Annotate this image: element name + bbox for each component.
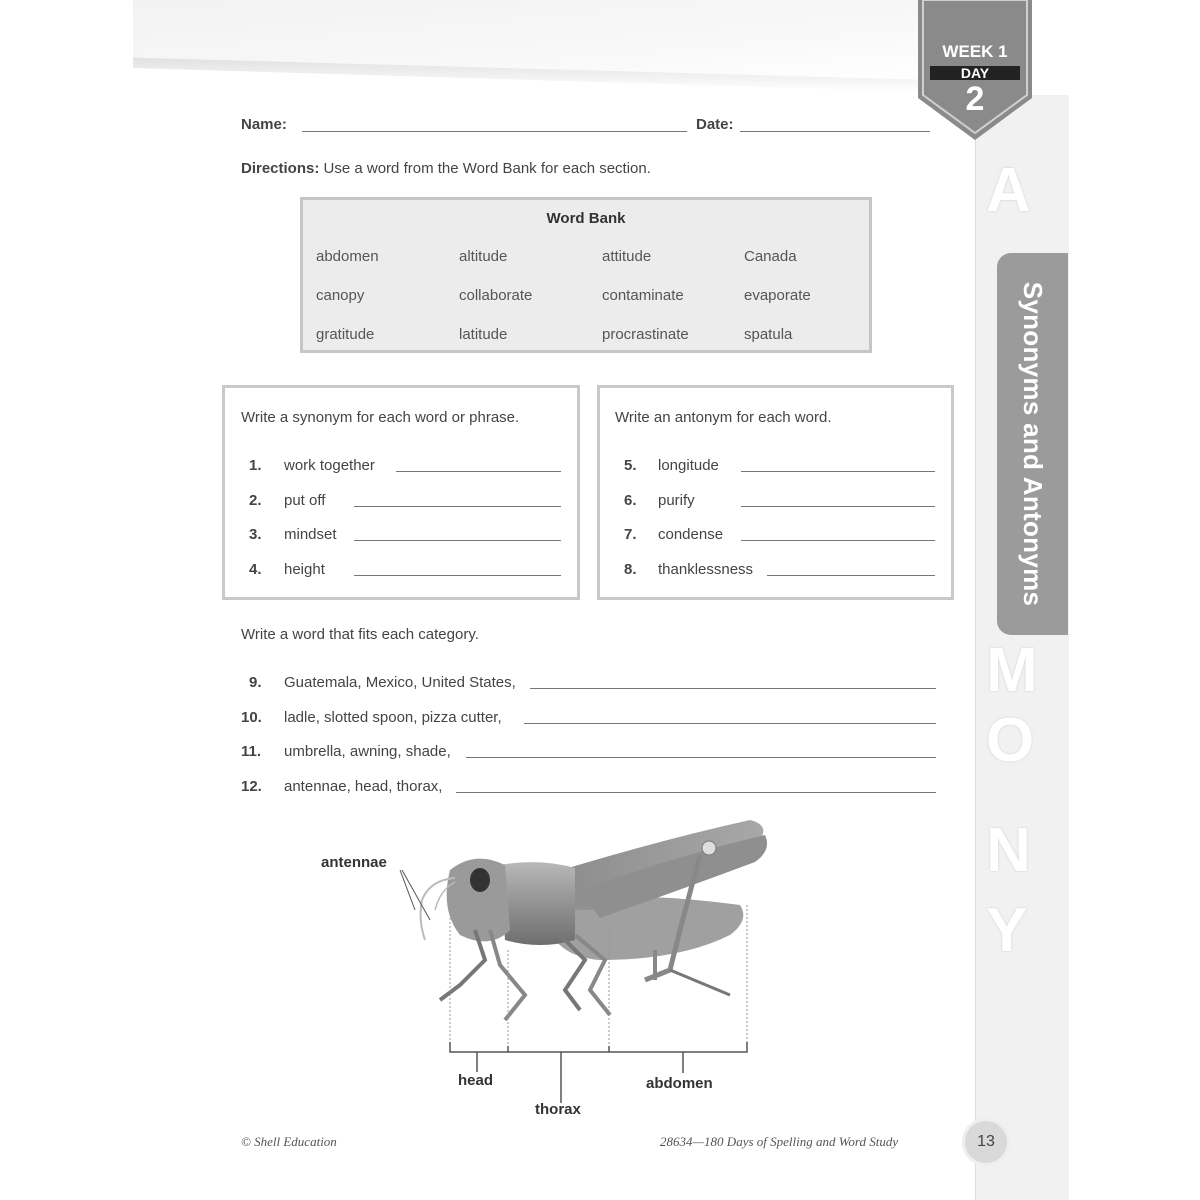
answer-line-12[interactable]: [456, 792, 936, 793]
item-number: 7.: [624, 526, 637, 543]
answer-line-7[interactable]: [741, 540, 935, 541]
word-bank-word: evaporate: [744, 287, 811, 304]
label-head: head: [458, 1072, 494, 1089]
directions-text: Use a word from the Word Bank for each section.: [323, 160, 651, 177]
item-number: 11.: [241, 743, 262, 760]
name-label: Name:: [241, 116, 287, 133]
word-bank: [300, 197, 872, 353]
date-label: Date:: [696, 116, 734, 133]
directions-label: Directions:: [241, 160, 320, 177]
deco-letter: N: [986, 816, 1031, 885]
category-prompt: antennae, head, thorax,: [284, 778, 443, 795]
word-bank-word: altitude: [459, 248, 508, 265]
deco-letter: O: [986, 706, 1035, 775]
item-number: 5.: [624, 457, 637, 474]
item-number: 10.: [241, 709, 262, 726]
word-bank-word: spatula: [744, 326, 793, 343]
item-number: 4.: [249, 561, 262, 578]
synonym-prompt: mindset: [284, 526, 337, 543]
synonym-prompt: work together: [284, 457, 375, 474]
deco-letter: A: [986, 156, 1031, 225]
word-bank-title: Word Bank: [546, 210, 626, 227]
synonyms-instruction: Write a synonym for each word or phrase.: [241, 409, 520, 426]
banner-day: DAY: [930, 66, 1020, 80]
category-prompt: Guatemala, Mexico, United States,: [284, 674, 516, 691]
date-field[interactable]: [740, 131, 930, 132]
synonym-prompt: height: [284, 561, 325, 578]
antonym-prompt: longitude: [658, 457, 719, 474]
answer-line-2[interactable]: [354, 506, 561, 507]
section-tab: [997, 253, 1068, 635]
name-field[interactable]: [302, 131, 687, 132]
category-instruction: Write a word that fits each category.: [241, 626, 479, 643]
antonym-prompt: purify: [658, 492, 695, 509]
category-prompt: ladle, slotted spoon, pizza cutter,: [284, 709, 502, 726]
answer-line-8[interactable]: [767, 575, 935, 576]
word-bank-word: latitude: [459, 326, 508, 343]
banner-day-number: 2: [965, 80, 985, 118]
answer-line-10[interactable]: [524, 723, 936, 724]
grasshopper-icon: [421, 820, 767, 1020]
synonym-prompt: put off: [284, 492, 326, 509]
answer-line-4[interactable]: [354, 575, 561, 576]
word-bank-word: Canada: [744, 248, 797, 265]
word-bank-word: canopy: [316, 287, 365, 304]
deco-letter: Y: [986, 896, 1028, 965]
word-bank-word: contaminate: [602, 287, 684, 304]
answer-line-9[interactable]: [530, 688, 936, 689]
word-bank-word: collaborate: [459, 287, 533, 304]
answer-line-3[interactable]: [354, 540, 561, 541]
segment-brackets: [450, 1042, 747, 1103]
antonyms-instruction: Write an antonym for each word.: [615, 409, 832, 426]
banner-week: WEEK 1: [942, 42, 1008, 61]
label-antennae: antennae: [321, 854, 387, 871]
antonym-prompt: condense: [658, 526, 724, 543]
item-number: 1.: [249, 457, 262, 474]
answer-line-1[interactable]: [396, 471, 561, 472]
page-number: 13: [962, 1118, 1010, 1166]
item-number: 3.: [249, 526, 262, 543]
item-number: 6.: [624, 492, 637, 509]
word-bank-word: procrastinate: [602, 326, 689, 343]
directions: [241, 160, 651, 177]
antonym-prompt: thanklessness: [658, 561, 754, 578]
answer-line-5[interactable]: [741, 471, 935, 472]
footer-copyright: © Shell Education: [241, 1134, 337, 1149]
word-bank-word: abdomen: [316, 248, 379, 265]
item-number: 8.: [624, 561, 637, 578]
footer-book-title: 28634—180 Days of Spelling and Word Study: [660, 1134, 899, 1149]
word-bank-word: gratitude: [316, 326, 375, 343]
week-day-banner: [918, 0, 1032, 142]
label-thorax: thorax: [535, 1101, 581, 1118]
label-abdomen: abdomen: [646, 1075, 713, 1092]
answer-line-11[interactable]: [466, 757, 936, 758]
deco-letter: M: [986, 636, 1038, 705]
section-tab-label: Synonyms and Antonyms: [1018, 281, 1048, 607]
item-number: 9.: [249, 674, 262, 691]
item-number: 2.: [249, 492, 262, 509]
item-number: 12.: [241, 778, 262, 795]
answer-line-6[interactable]: [741, 506, 935, 507]
category-prompt: umbrella, awning, shade,: [284, 743, 451, 760]
word-bank-word: attitude: [602, 248, 652, 265]
